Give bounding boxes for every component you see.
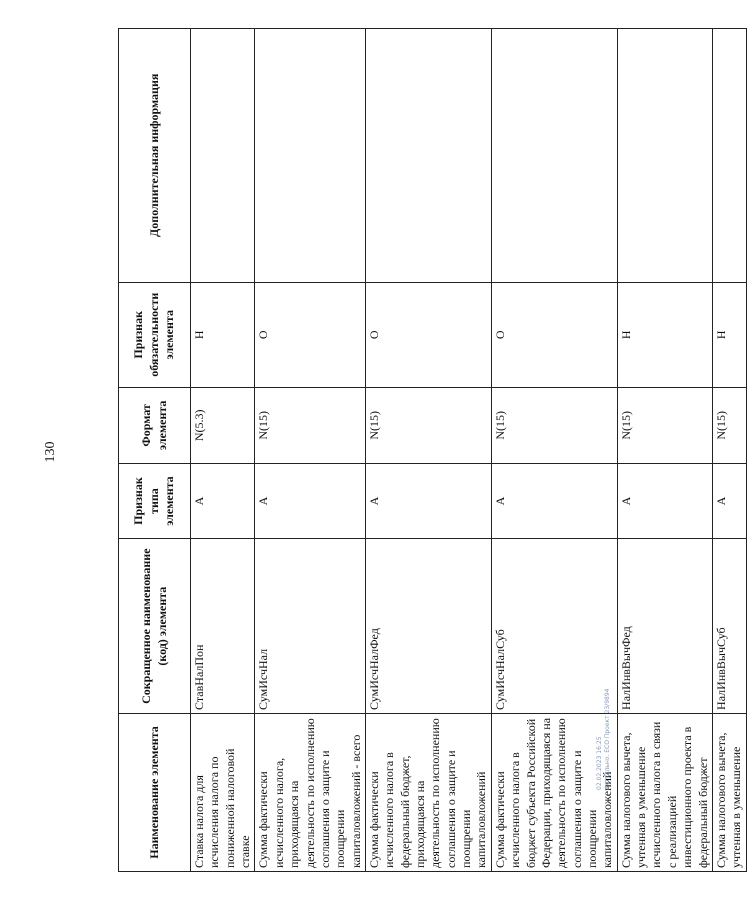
scan-stamp-line: Актуально. ЕСО Проект 23/9894 (604, 688, 611, 790)
page-number: 130 (43, 441, 58, 463)
table-row (365, 29, 491, 872)
cell-code: СтавНалПон (191, 539, 255, 714)
cell-format: N(15) (712, 387, 746, 463)
col-header-info: Дополнительная информация (119, 29, 191, 283)
cell-type: А (491, 463, 617, 539)
cell-type: А (365, 463, 491, 539)
cell-required: О (491, 282, 617, 387)
cell-type: А (191, 463, 255, 539)
cell-format: N(15) (491, 387, 617, 463)
cell-format: N(15) (617, 387, 712, 463)
col-header-name: Наименование элемента (119, 713, 191, 871)
col-header-required: Признак обязательности элемента (119, 282, 191, 387)
element-table (118, 28, 747, 872)
cell-name: Сумма фактически исчисленного налога, приходящаяся на деятельность по исполнению соглашения о защите и поощрении капиталовложений - всего (255, 713, 366, 871)
cell-required: Н (712, 282, 746, 387)
cell-required: О (365, 282, 491, 387)
cell-code: НалИнвВычФед (617, 539, 712, 714)
cell-required: Н (617, 282, 712, 387)
table-row (255, 29, 366, 872)
col-header-format: Формат элемента (119, 387, 191, 463)
cell-name: Сумма фактически исчисленного налога в федеральный бюджет, приходящаяся на деятельность по исполнению соглашения о защите и поощрении капиталовложений (365, 713, 491, 871)
cell-code: СумИсчНалСуб (491, 539, 617, 714)
col-header-type: Признак типа элемента (119, 463, 191, 539)
scan-stamp-line: 02.02.2023 16:25 (596, 736, 603, 790)
cell-info (491, 29, 617, 283)
cell-name: Ставка налога для исчисления налога по пониженной налоговой ставке (191, 713, 255, 871)
cell-code: СумИсчНалФед (365, 539, 491, 714)
col-header-code: Сокращенное наименование (код) элемента (119, 539, 191, 714)
cell-format: N(15) (365, 387, 491, 463)
cell-info (255, 29, 366, 283)
cell-code: НалИнвВычСуб (712, 539, 746, 714)
scan-stamp (596, 670, 620, 790)
table-header-row (119, 29, 191, 872)
cell-format: N(5.3) (191, 387, 255, 463)
cell-format: N(15) (255, 387, 366, 463)
table-row (191, 29, 255, 872)
cell-name: Сумма налогового вычета, учтенная в уменьшение исчисленного налога в связи с реализацией инвестиционного проекта в федеральный бюджет (617, 713, 712, 871)
cell-required: Н (191, 282, 255, 387)
cell-info (712, 29, 746, 283)
table-row (617, 29, 712, 872)
element-table-rotated (118, 28, 744, 872)
cell-name: Сумма налогового вычета, учтенная в уменьшение (712, 713, 746, 871)
cell-code: СумИсчНал (255, 539, 366, 714)
cell-info (617, 29, 712, 283)
cell-type: А (712, 463, 746, 539)
table-row (712, 29, 746, 872)
cell-required: О (255, 282, 366, 387)
cell-name: Сумма фактически исчисленного налога в бюджет субъекта Российской Федерации, приходящаяся на деятельность по исполнению соглашения о защите и поощрении капиталовложений (491, 713, 617, 871)
cell-info (191, 29, 255, 283)
cell-type: А (617, 463, 712, 539)
cell-type: А (255, 463, 366, 539)
cell-info (365, 29, 491, 283)
